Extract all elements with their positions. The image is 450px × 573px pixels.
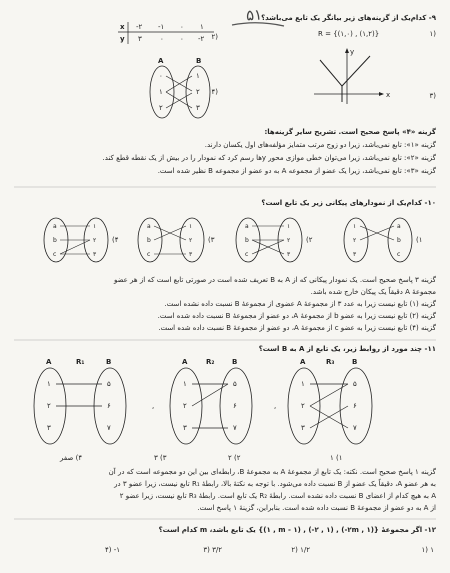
- q9-option1-label: (۱: [429, 30, 436, 38]
- q10-question: ۱۰- کدام‌یک از نمودارهای پیکانی زیر یک تابع است؟: [261, 199, 436, 207]
- q9-question: ۹- کدام‌یک از گزینه‌های زیر بیانگر یک تابع می‌باشد؟: [261, 14, 436, 22]
- q9-option3-label: (۳: [429, 92, 436, 100]
- q9-answer-line: گزینه «۲»: تابع نمی‌باشد، زیرا می‌توان خطی موازی محور yها رسم کرد که نمودار را در بیش از یک نقطه قطع کند.: [102, 154, 436, 162]
- q11-option: ۱) ۱: [330, 454, 343, 462]
- svg-text:R₁: R₁: [76, 358, 85, 366]
- q10-answer-line: گزینه (۴) تابع نیست زیرا به عضو c از مجموعهٔ A، دو عضو از مجموعهٔ B نسبت داده شده است.: [158, 324, 436, 332]
- svg-text:۲: ۲: [183, 402, 187, 410]
- divider: [0, 518, 450, 522]
- q12-question: ۱۲- اگر مجموعهٔ {(۲m , ۱-) , (۲ , ۱-) , (۱ , m - ۱)} یک تابع باشد، m کدام است؟: [158, 526, 436, 534]
- divider: [0, 186, 450, 190]
- q11-answer-line: از A به دو عضو از مجموعهٔ B نسبت داده شده است. بنابراین، گزینهٔ ۱ پاسخ است.: [197, 504, 436, 512]
- q12-option: ۱/۲ (۲: [291, 546, 310, 554]
- q11-option: ۴) صفر: [60, 454, 83, 462]
- q9-table-y-cell: ۰: [160, 35, 164, 43]
- svg-text:۷: ۷: [233, 424, 237, 432]
- q9-diagram-B-item: ۱: [196, 72, 200, 80]
- q11-question: ۱۱- چند مورد از روابط زیر، یک تابع از A به B است؟: [258, 345, 436, 353]
- q9-option2-table: [118, 22, 218, 46]
- svg-text:۱: ۱: [353, 223, 357, 230]
- svg-text:a: a: [245, 223, 249, 230]
- q9-answer-line: گزینه «۳»: تابع نمی‌باشد، زیرا یک عضو از مجموعه A به دو عضو از مجموعه B نظیر شده است.: [157, 167, 436, 175]
- svg-text:۳: ۳: [183, 424, 187, 432]
- svg-text:R₃: R₃: [326, 358, 335, 366]
- q11-option: ۲) ۲: [228, 454, 241, 462]
- q9-table-x-cell: -۲: [136, 23, 143, 31]
- q9-option3-graph: [312, 46, 402, 108]
- q10-option-label: (۴: [112, 236, 119, 244]
- svg-text:۱: ۱: [189, 223, 193, 230]
- q11-diagram-r3: [288, 358, 372, 444]
- q9-table-x-cell: ۰: [180, 23, 184, 31]
- svg-text:b: b: [397, 237, 401, 244]
- svg-text:۵: ۵: [353, 380, 357, 388]
- q9-graph-y-label: y: [350, 48, 355, 56]
- q12-option: ۳/۲ (۳: [203, 546, 222, 554]
- svg-text:۷: ۷: [107, 424, 111, 432]
- svg-text:۳: ۳: [353, 251, 357, 258]
- svg-text:۱: ۱: [287, 223, 291, 230]
- svg-text:۳: ۳: [47, 424, 51, 432]
- svg-text:۲: ۲: [287, 237, 291, 244]
- q10-option-label: (۲: [306, 236, 313, 244]
- q12-option: ۱- (۴: [104, 546, 120, 554]
- svg-text:۵: ۵: [107, 380, 111, 388]
- q9-option1-relation: R = {(۱,۰) , (۱,۲)}: [318, 30, 380, 38]
- q10-answer-line: گزینه (۱) تابع نیست زیرا به عدد ۳ از مجموعهٔ A عضوی از مجموعهٔ B نسبت داده نشده است.: [164, 300, 436, 308]
- q11-answer-line: گزینه ۱ پاسخ صحیح است. نکته: یک تابع از مجموعهٔ A به مجموعهٔ B، رابطه‌ای بین این دو مجموعه است که در آن: [108, 468, 436, 476]
- q10-answer-line: گزینه ۳ پاسخ صحیح است. یک نمودار پیکانی که از A به B تعریف شده است در صورتی تابع است که از هر عضو: [113, 276, 436, 284]
- q9-diagram-A-item: ۲: [159, 104, 163, 112]
- q9-table-y-cell: -۲: [198, 35, 205, 43]
- q11-answer-line: به هر عضو A، دقیقاً یک عضو از B نسبت داده می‌شود. با توجه به نکتهٔ بالا، رابطهٔ R₁ تابع نیست، زیرا عضو ۳ در: [114, 480, 436, 488]
- q9-answer-line: گزینه «۴» پاسخ صحیح است. تشریح سایر گزینه‌ها:: [264, 128, 436, 136]
- page-number: ۵۱: [245, 5, 263, 25]
- svg-text:a: a: [147, 223, 151, 230]
- svg-text:۲: ۲: [189, 237, 193, 244]
- q10-option-label: (۱: [416, 236, 423, 244]
- q11-diagram-r2: [170, 358, 252, 444]
- q11-answer-line: A به هیچ کدام از اعضای B نسبت داده نشده است. رابطهٔ R₂ یک تابع است. رابطهٔ R₃ تابع نیست، زیرا عضو ۲: [119, 492, 436, 500]
- q9-diagram-B: B: [196, 57, 202, 65]
- svg-text:۲: ۲: [93, 237, 97, 244]
- svg-text:۵: ۵: [233, 380, 237, 388]
- svg-text:۳: ۳: [189, 251, 193, 258]
- q10-diagram-4: [44, 218, 108, 262]
- q10-answer-line: مجموعهٔ A دقیقاً یک پیکان خارج شده باشد.: [310, 288, 436, 296]
- q10-diagram-2: [236, 218, 302, 262]
- q10-diagram-1: [344, 218, 412, 262]
- svg-text:۱: ۱: [183, 380, 187, 388]
- q9-table-x-label: x: [120, 23, 125, 31]
- q10-option-label: (۳: [208, 236, 215, 244]
- svg-text:۳: ۳: [287, 251, 291, 258]
- divider: [0, 339, 450, 343]
- q9-diagram-A-item: ۰: [159, 72, 163, 80]
- q10-answer-line: گزینه (۲) تابع نیست زیرا به عضو b از مجموعهٔ A، دو عضو از مجموعهٔ B نسبت داده شده است.: [157, 312, 436, 320]
- svg-text:۲: ۲: [301, 402, 305, 410]
- q9-table-y-label: y: [120, 35, 125, 43]
- svg-text:B: B: [106, 358, 112, 366]
- q9-answer-line: گزینه «۱»: تابع نمی‌باشد، زیرا دو زوج مرتب متمایز مؤلفه‌های اول یکسان دارند.: [204, 141, 436, 149]
- svg-text:b: b: [53, 237, 57, 244]
- q9-diagram-B-item: ۲: [196, 88, 200, 96]
- svg-text:c: c: [397, 251, 401, 258]
- svg-text:b: b: [147, 237, 151, 244]
- svg-text:a: a: [397, 223, 401, 230]
- svg-text:c: c: [147, 251, 151, 258]
- q9-diagram-B-item: ۳: [196, 104, 200, 112]
- svg-text:b: b: [245, 237, 249, 244]
- svg-text:a: a: [53, 223, 57, 230]
- q9-diagram-A-item: ۱: [159, 88, 163, 96]
- q9-graph-x-label: x: [386, 91, 391, 99]
- svg-text:c: c: [53, 251, 57, 258]
- q11-diagrams: [0, 356, 450, 456]
- svg-text:B: B: [352, 358, 358, 366]
- svg-text:۲: ۲: [353, 237, 357, 244]
- q9-diagram-A: A: [158, 57, 164, 65]
- svg-text:۳: ۳: [301, 424, 305, 432]
- q11-option: ۳) ۳: [154, 454, 167, 462]
- q9-table-y-cell: ۳: [138, 35, 142, 43]
- svg-text:۱: ۱: [93, 223, 97, 230]
- svg-text:A: A: [300, 358, 306, 366]
- q9-table-y-cell: ۰: [180, 35, 184, 43]
- q10-diagrams: [0, 212, 450, 272]
- q10-diagram-3: [138, 218, 204, 262]
- svg-text:۶: ۶: [107, 402, 111, 410]
- svg-text:۶: ۶: [353, 402, 357, 410]
- svg-text:۷: ۷: [353, 424, 357, 432]
- q9-table-x-cell: -۱: [158, 23, 165, 31]
- svg-text:c: c: [245, 251, 249, 258]
- svg-text:۲: ۲: [47, 402, 51, 410]
- svg-text:۱: ۱: [47, 380, 51, 388]
- svg-text:A: A: [46, 358, 52, 366]
- svg-text:۳: ۳: [93, 251, 97, 258]
- svg-text:۱: ۱: [301, 380, 305, 388]
- svg-text:R₂: R₂: [206, 358, 215, 366]
- q12-option: ۱ (۱: [421, 546, 434, 554]
- q9-table-x-cell: ۱: [200, 23, 204, 31]
- q11-separator: ,: [274, 402, 277, 410]
- svg-text:۶: ۶: [233, 402, 237, 410]
- q11-diagram-r1: [34, 358, 126, 444]
- svg-text:B: B: [232, 358, 238, 366]
- svg-text:A: A: [182, 358, 188, 366]
- q9-option2-label: (۲: [211, 33, 218, 41]
- q11-separator: ,: [152, 402, 155, 410]
- q9-option4-label: (۴: [211, 88, 218, 96]
